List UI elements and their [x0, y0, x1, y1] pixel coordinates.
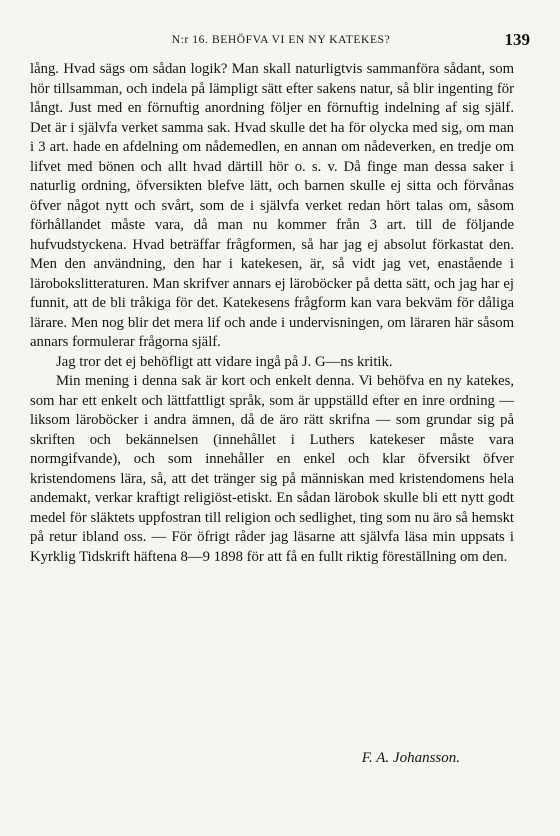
paragraph-conclusion: Min mening i denna sak är kort och enkelt denna. Vi behöfva en ny katekes, som har ett enkelt och lättfattligt språk, som är uppställd efter en inre ordning — liksom läroböcker i andra ämnen, då de äro rätt skrifna — som grundar sig på skriften och bekännelsen (innehållet i Luthers katekeser måste vara normgifvande), och som innehåller en enkel och klar öfversikt öfver kristendomens lära, så, att det tränger sig på människan med kristendomens hela andemakt, verkar kraftigt religiöst-etiskt. En sådan lärobok skulle bli ett nytt godt medel för släktets uppfostran till religion och sedlighet, ting som nu äro så hemskt på retur ibland oss. — För öfrigt råder jag läsarne att självfa läsa min uppsats i Kyrklig Tidskrift häftena 8—9 1898 för att få en fullt riktig föreställning om den. — [30, 373, 514, 565]
author-signature: F. A. Johansson. — [361, 750, 460, 766]
running-title: N:r 16. BEHÖFVA VI EN NY KATEKES? — [171, 34, 391, 46]
page-number: 139 — [504, 30, 530, 49]
paragraph-continuation: lång. Hvad sägs om sådan logik? Man skall naturligtvis sammanföra sådant, som hör tillsamman, och indela på lämpligt sätt efter sakens natur, så blir ingenting för långt. Just med en förnuftig anordning följer en förnuftig indelning af sig själf. Det är i självfa verket samma sak. Hvad skulle det ha för olycka med sig, om man i 3 art. hade en afdelning om nådemedlen, en annan om nådeverken, en tredje om lifvet med bönen och allt hvad därtill hör o. s. v. Då finge man dessa saker i naturlig ordning, öfversikten blefve lätt, och barnen skulle ej sitta och förvånas öfver något nytt och svårt, som de i självfa verket redan hört talas om, såsom förhållandet måste vara, då man nu kommer från 3 art. till de följande hufvudstyckena. Hvad beträffar frågformen, så har jag ej absolut förkastat den. Men den användning, den har i katekesen, är, så vidt jag vet, enastående i lärobokslitteraturen. Man skrifver annars ej läroböcker på detta sätt, och jag har ej funnit, att de bli tråkiga för det. Katekesens frågform kan vara bekväm för dåliga lärare. Men nog blir det mera lif och ande i undervisningen, om läraren här såsom annars formulerar frågorna själf. — [30, 61, 514, 350]
body-text — [30, 60, 514, 567]
running-header — [32, 30, 530, 54]
paragraph-critique: Jag tror det ej behöfligt att vidare ingå på J. G—ns kritik. — [56, 353, 393, 370]
